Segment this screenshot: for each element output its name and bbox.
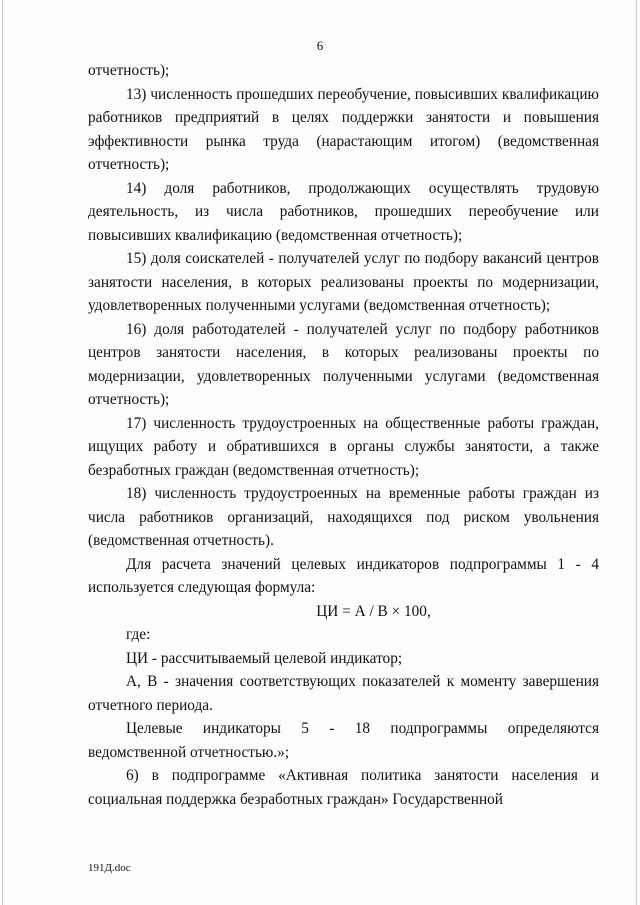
scan-edge-line-left [2, 0, 3, 905]
document-body [88, 59, 599, 811]
paragraph-item-17: 17) численность трудоустроенных на общественные работы граждан, ищущих работу и обратившихся в органы службы занятости, а также безработных граждан (ведомственная отчетность); [88, 414, 599, 479]
paragraph-definition-ab: А, В - значения соответствующих показателей к моменту завершения отчетного периода. [88, 673, 599, 714]
paragraph-formula-intro: Для расчета значений целевых индикаторов подпрограммы 1 - 4 используется следующая формула: [88, 555, 599, 596]
paragraph-indicators-5-18: Целевые индикаторы 5 - 18 подпрограммы определяются ведомственной отчетностью.»; [88, 720, 599, 761]
scan-edge-line-right [636, 0, 637, 905]
paragraph-item-13: 13) численность прошедших переобучение, повысивших квалификацию работников предприятий в целях поддержки занятости и повышения эффективности рынка труда (нарастающим итогом) (ведомственная отчетность); [88, 85, 599, 173]
paragraph-item-14: 14) доля работников, продолжающих осуществлять трудовую деятельность, из числа работников, прошедших переобучение или повысивших квалификацию (ведомственная отчетность); [88, 179, 599, 244]
formula: ЦИ = А / В × 100, [316, 602, 431, 620]
footer-filename: 191Д.doc [88, 862, 131, 874]
paragraph-item-16: 16) доля работодателей - получателей услуг по подбору работников центров занятости населения, в которых реализованы проекты по модернизации, удовлетворенных полученными услугами (ведомственная отчетность); [88, 320, 599, 408]
paragraph-definition-ci: ЦИ - рассчитываемый целевой индикатор; [126, 649, 403, 667]
page-number: 6 [316, 38, 324, 53]
paragraph-item-18: 18) численность трудоустроенных на временные работы граждан из числа работников организаций, находящихся под риском увольнения (ведомственная отчетность). [88, 485, 599, 549]
paragraph-continuation: отчетность); [88, 62, 170, 79]
paragraph-where: где: [126, 626, 151, 643]
paragraph-item-6: 6) в подпрограмме «Активная политика занятости населения и социальная поддержка безработных граждан» Государственной [88, 767, 599, 808]
paragraph-item-15: 15) доля соискателей - получателей услуг по подбору вакансий центров занятости населения, в которых реализованы проекты по модернизации, удовлетворенных полученными услугами (ведомственная отчетность); [88, 250, 599, 314]
